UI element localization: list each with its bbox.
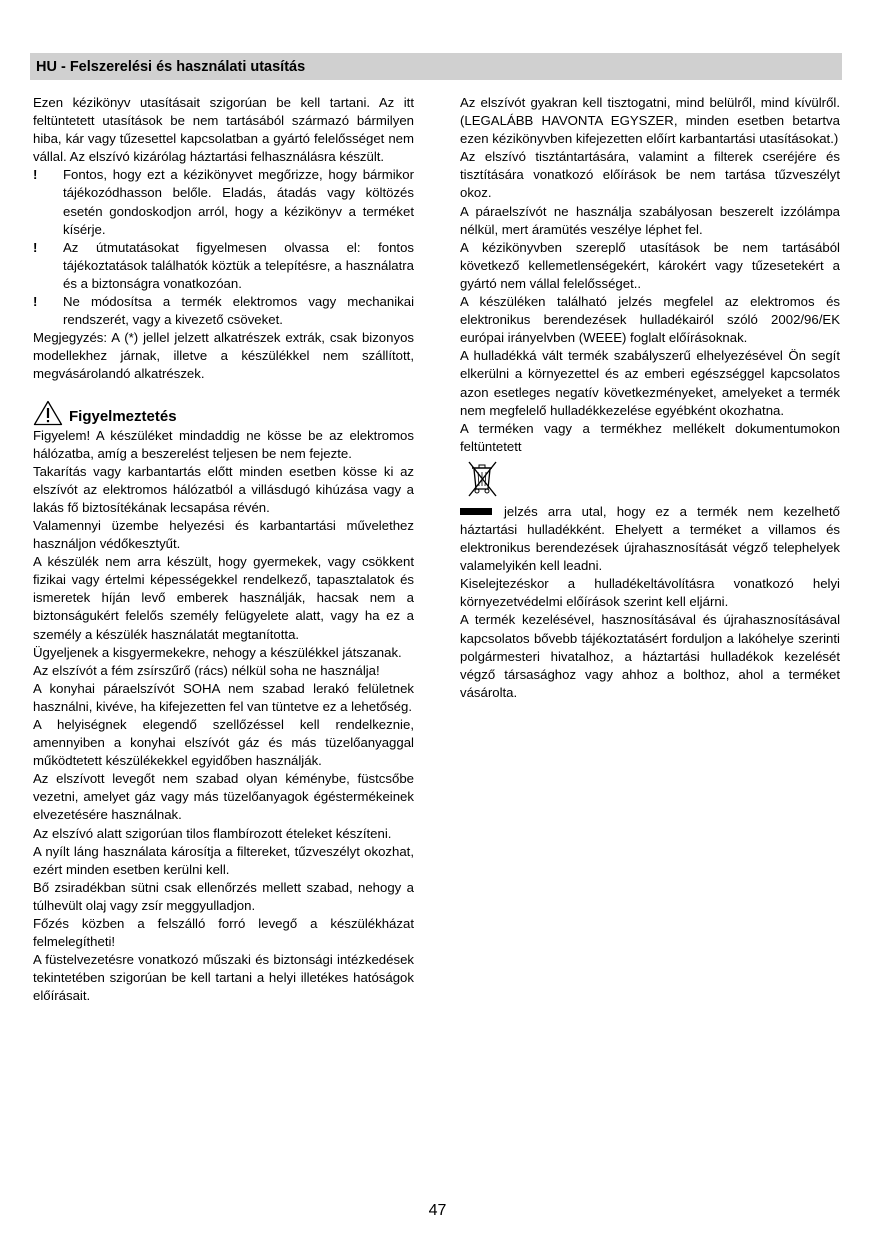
bullet-item — [33, 293, 414, 329]
crossed-out-bin-icon — [466, 459, 500, 499]
warning-triangle-icon — [33, 400, 63, 426]
warning-paragraph: Főzés közben a felszálló forró levegő a készülékházat felmelegítheti! — [33, 916, 414, 950]
warning-paragraph: A helyiségnek elegendő szellőzéssel kell rendelkeznie, amennyiben a konyhai elszívót gáz és más tüzelőanyaggal működtetett készülékekkel egyidőben használják. — [33, 717, 414, 769]
left-column — [33, 94, 414, 1006]
section-header — [30, 53, 842, 80]
warning-paragraph: Az elszívót a fém zsírszűrő (rács) nélkül soha ne használja! — [33, 662, 380, 678]
bullet-item — [33, 166, 414, 238]
bullet-mark: ! — [33, 167, 38, 183]
warning-paragraph: Bő zsiradékban sütni csak ellenőrzés mellett szabad, nehogy a túlhevült olaj vagy zsír meggyulladjon. — [33, 879, 414, 913]
warning-paragraph: Valamennyi üzembe helyezési és karbantartási művelethez használjon védőkesztyűt. — [33, 517, 414, 552]
warning-title: Figyelmeztetés — [69, 407, 177, 425]
note-paragraph: Megjegyzés: A (*) jellel jelzett alkatrészek extrák, csak bizonyos modellekhez járnak, illetve a készülékkel nem szállított, megvásárolandó alkatrészek. — [33, 330, 414, 382]
bullet-text: Ne módosítsa a termék elektromos vagy mechanikai rendszerét, vagy a kivezető csöveket. — [63, 294, 414, 328]
info-paragraph: A páraelszívót ne használja szabályosan beszerelt izzólámpa nélkül, mert áramütés veszélye léphet fel. — [460, 203, 840, 237]
intro-paragraph: Ezen kézikönyv utasításait szigorúan be kell tartani. Az itt feltüntetett utasítások be nem tartásából származó bármilyen hiba, kár vagy tűzesettel kapcsolatban a gyártó felelősséget nem vállal. Az elszívó kizárólag háztartási felhasználásra készült. — [33, 95, 414, 165]
bullet-text: Fontos, hogy ezt a kézikönyvet megőrizze, hogy bármikor tájékozódhasson belőle. Eladás, átadás vagy költözés esetén gondoskodjon arról, hogy a kézikönyv a terméket kísérje. — [63, 167, 414, 237]
weee-paragraph — [460, 503, 840, 575]
section-title: HU - Felszerelési és használati utasítás — [36, 59, 306, 75]
warning-paragraph: Az elszívó alatt szigorúan tilos flambírozott ételeket készíteni. — [33, 825, 392, 841]
info-paragraph: A terméken vagy a termékhez mellékelt dokumentumokon feltüntetett — [460, 420, 840, 454]
warning-paragraph: A készülék nem arra készült, hogy gyermekek, vagy csökkent fizikai vagy értelmi képességekkel rendelkező, tapasztalatok és ismeretek híján levő emberek használják, hacsak nem a biztonságukért felelős személy felügyelete alatt, vagy ha ez a személy a készülék használatát megtanította. — [33, 554, 414, 642]
page-number: 47 — [428, 1202, 447, 1219]
info-paragraph: Az elszívót gyakran kell tisztogatni, mind belülről, mind kívülről. (LEGALÁBB HAVONTA EGYSZER, minden esetben betartva ezen kézikönyvben kifejezetten előírt karbantartási utasításokat.) — [460, 95, 840, 147]
info-paragraph: Az elszívó tisztántartására, valamint a filterek cseréjére és tisztítására vonatkozó előírások be nem tartása tűzveszélyt okoz. — [460, 149, 840, 201]
warning-paragraph: A nyílt láng használata károsítja a filtereket, tűzveszélyt okozhat, ezért minden esetben kerülni kell. — [33, 843, 414, 877]
weee-text: jelzés arra utal, hogy ez a termék nem kezelhető háztartási hulladékként. Ehelyett a terméket a villamos és elektronikus berendezések újrahasznosítását végző telephelyek valamelyikén kell leadni. — [460, 503, 840, 574]
warning-paragraph: Ügyeljenek a kisgyermekekre, nehogy a készülékkel játszanak. — [33, 644, 402, 660]
right-column — [460, 94, 840, 702]
weee-bar-mark — [460, 508, 492, 515]
warning-paragraph: Az elszívott levegőt nem szabad olyan kéménybe, füstcsőbe vezetni, amelyet gáz vagy más tüzelőanyagok égéstermékeinek elvezetésére használnak. — [33, 771, 414, 823]
bullet-mark: ! — [33, 294, 38, 310]
warning-paragraph: A konyhai páraelszívót SOHA nem szabad lerakó felületnek használni, kivéve, ha kifejezetten fel van tüntetve ez a lehetőség. — [33, 680, 414, 714]
warning-paragraph: Figyelem! A készüléket mindaddig ne kösse be az elektromos hálózatba, amíg a beszerelést teljesen be nem fejezte. — [33, 427, 414, 461]
info-paragraph: A hulladékká vált termék szabályszerű elhelyezésével Ön segít elkerülni a környezettel és az emberi egészséggel kapcsolatos azon esetleges negatív következményeket, amelyeket a termék nem megfelelő hulladékkezelése egyébként okozhatna. — [460, 348, 840, 418]
info-paragraph: A készüléken található jelzés megfelel az elektromos és elektronikus berendezések hulladékairól szóló 2002/96/EK európai irányelvben (WEEE) foglalt előírásoknak. — [460, 294, 840, 346]
info-paragraph: Kiselejtezéskor a hulladékeltávolításra vonatkozó helyi környezetvédelmi előírások szerint kell eljárni. — [460, 576, 840, 610]
info-paragraph: A kézikönyvben szereplő utasítások be nem tartásából következő kellemetlenségekért, károkért vagy tűzesetekért a gyártó nem vállal felelősséget.. — [460, 239, 840, 291]
bullet-text: Az útmutatásokat figyelmesen olvassa el: fontos tájékoztatások találhatók köztük a telepítésre, a használatra és a biztonságra vonatkozóan. — [63, 239, 414, 291]
warning-paragraph: Takarítás vagy karbantartás előtt minden esetben kösse ki az elszívót az elektromos hálózatból a villásdugó kihúzása vagy a lakás fő biztosítékának lecsapása révén. — [33, 463, 414, 515]
info-paragraph: A termék kezelésével, hasznosításával és újrahasznosításával kapcsolatos bővebb tájékoztatásért forduljon a lakóhelye szerinti polgármesteri hivatalhoz, a háztartási hulladékok kezelését végző társasághoz vagy ahhoz a bolthoz, ahol a terméket vásárolta. — [460, 612, 840, 700]
warning-paragraph: A füstelvezetésre vonatkozó műszaki és biztonsági intézkedések tekintetében szigorúan be kell tartani a helyi illetékes hatóságok előírásait. — [33, 952, 414, 1004]
bullet-mark: ! — [33, 239, 38, 255]
warning-heading — [33, 400, 414, 426]
bullet-item — [33, 239, 414, 293]
